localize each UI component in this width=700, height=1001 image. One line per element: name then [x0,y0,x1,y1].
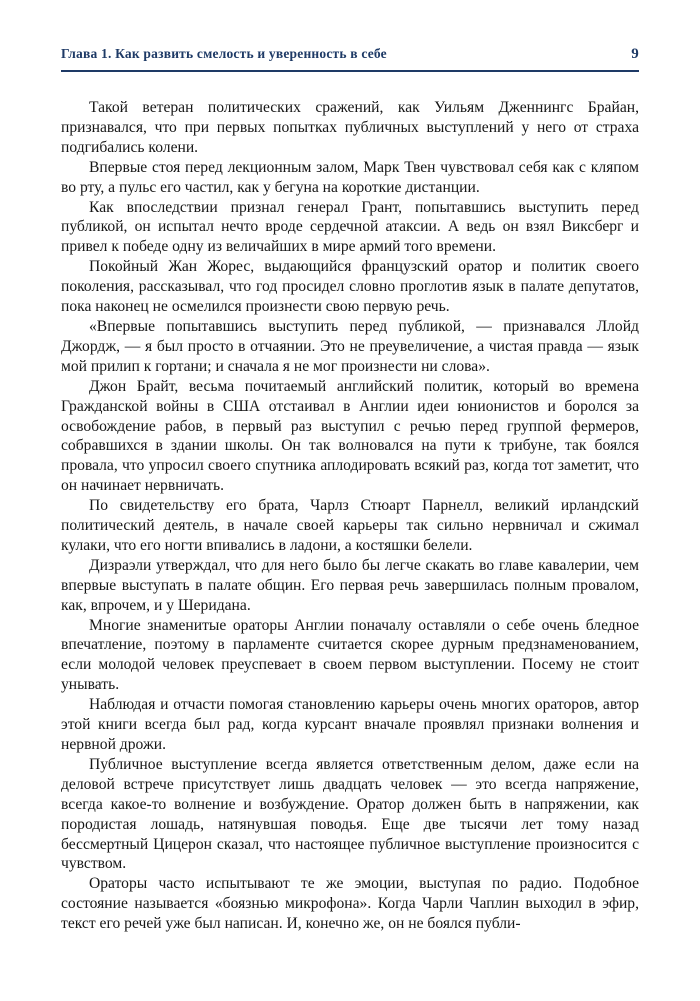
paragraph: Как впоследствии признал генерал Грант, попытавшись выступить перед публикой, он испытал нечто вроде сердечной атаксии. А ведь он взял Виксберг и привел к победе одну из величайших в мире армий того времени. [61,198,639,256]
paragraph: По свидетельству его брата, Чарлз Стюарт Парнелл, великий ирландский политический деятель, в начале своей карьеры так сильно нервничал и сжимал кулаки, что его ногти впивались в ладони, а костяшки белели. [61,497,639,554]
paragraph: Многие знаменитые ораторы Англии поначалу оставляли о себе очень бледное впечатление, поэтому в парламенте считается скорее дурным предзнаменованием, если молодой человек преуспевает в своем первом выступлении. Посему не стоит унывать. [61,616,639,694]
body-text [61,98,639,934]
paragraph: Покойный Жан Жорес, выдающийся французский оратор и политик своего поколения, рассказывал, что год просидел словно проглотив язык в палате депутатов, пока наконец не осмелился произнести свою первую речь. [61,258,639,316]
running-head [61,46,639,72]
paragraph: Публичное выступление всегда является ответственным делом, даже если на деловой встрече присутствует лишь двадцать человек — это всегда напряжение, всегда какое-то волнение и возбуждение. Оратор должен быть в напряжении, как породистая лошадь, натянувшая поводья. Еще две тысячи лет тому назад бессмертный Цицерон сказал, что настоящее публичное выступление произносится с чувством. [61,755,639,873]
running-head-chapter-title: Глава 1. Как развить смелость и уверенность в себе [61,46,387,61]
paragraph: Ораторы часто испытывают те же эмоции, выступая по радио. Подобное состояние называется «боязнью микрофона». Когда Чарли Чаплин выходил в эфир, текст его речей уже был написан. И, конечно же, он не боялся публи- [61,875,639,933]
paragraph: Впервые стоя перед лекционным залом, Марк Твен чувствовал себя как с кляпом во рту, а пульс его частил, как у бегуна на короткие дистанции. [61,158,639,196]
paragraph: Дизраэли утверждал, что для него было бы легче скакать во главе кавалерии, чем впервые выступать в палате общин. Его первая речь завершилась полным провалом, как, впрочем, и у Шеридана. [61,556,639,614]
paragraph: Наблюдая и отчасти помогая становлению карьеры очень многих ораторов, автор этой книги всегда был рад, когда курсант вначале проявлял признаки волнения и нервной дрожи. [61,696,639,753]
paragraph: Такой ветеран политических сражений, как Уильям Дженнингс Брайан, признавался, что при первых попытках публичных выступлений у него от страха подгибались колени. [61,99,639,156]
paragraph: Джон Брайт, весьма почитаемый английский политик, который во времена Гражданской войны в США отстаивал в Англии идеи юнионистов и боролся за освобождение рабов, в первый раз выступил с речью перед группой фермеров, собравшихся в здании школы. Он так волновался на пути к трибуне, так боялся провала, что упросил своего спутника аплодировать всякий раз, когда тот заметит, что он начинает нервничать. [61,377,639,495]
paragraph: «Впервые попытавшись выступить перед публикой, — признавался Ллойд Джордж, — я был просто в отчаянии. Это не преувеличение, а чистая правда — язык мой прилип к гортани; и сначала я не мог произнести ни слова». [61,317,639,375]
page-number: 9 [631,46,639,62]
